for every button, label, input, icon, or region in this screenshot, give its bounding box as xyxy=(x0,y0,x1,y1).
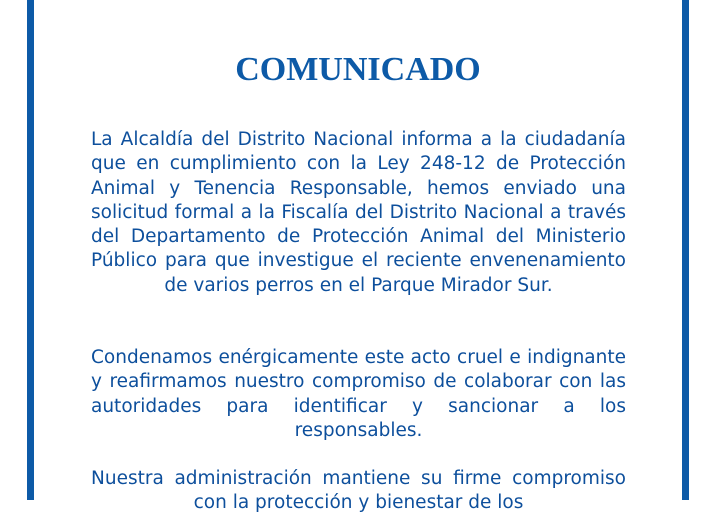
paragraph-announcement: La Alcaldía del Distrito Nacional informa a la ciudadanía que en cumplimiento con la Ley 248-12 de Protección Animal y Tenencia Responsable, hemos enviado una solicitud formal a la Fiscalía del Distrito Nacional a través del Departamento de Protección Animal del Ministerio Público para que investigue el reciente envenenamiento de varios perros en el Parque Mirador Sur. xyxy=(91,129,626,296)
paragraph-commitment: Nuestra administración mantiene su firme compromiso con la protección y bienestar de los xyxy=(91,468,626,514)
document-title: COMUNICADO xyxy=(235,51,481,88)
paragraph-condemnation: Condenamos enérgicamente este acto cruel e indignante y reafirmamos nuestro compromiso de colaborar con las autoridades para identificar y sancionar a los responsables. xyxy=(91,347,626,441)
